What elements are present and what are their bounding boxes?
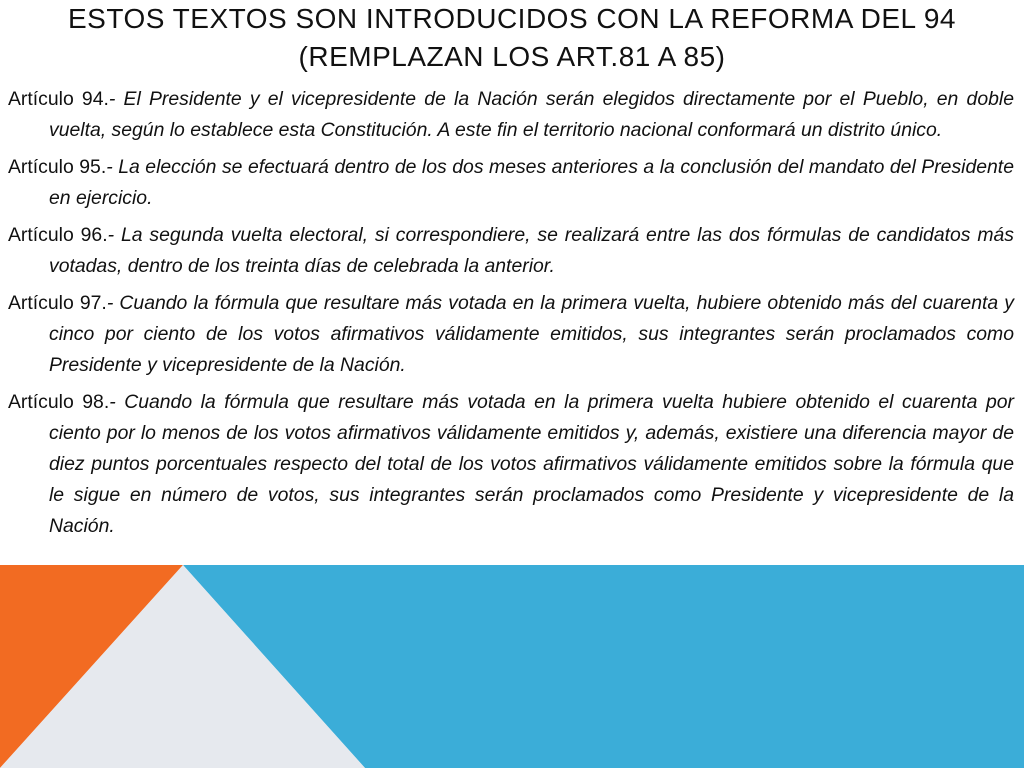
article-label: Artículo 97. [8, 292, 107, 314]
articles-list [8, 84, 1014, 548]
article-94 [8, 84, 1014, 146]
title-line-2: (REMPLAZAN LOS ART.81 A 85) [298, 41, 726, 72]
article-label: Artículo 95. [8, 156, 107, 178]
article-label: Artículo 94. [8, 88, 109, 110]
article-96 [8, 220, 1014, 282]
article-text: - La segunda vuelta electoral, si correspondiere, se realizará entre las dos fórmulas de candidatos más votadas, dentro de los treinta días de celebrada la anterior. [49, 224, 1014, 277]
article-text: - Cuando la fórmula que resultare más votada en la primera vuelta hubiere obtenido el cuarenta por ciento por lo menos de los votos afirmativos válidamente emitidos y, además, existiere una diferencia mayor de diez puntos porcentuales respecto del total de los votos afirmativos válidamente emitidos sobre la fórmula que le sigue en número de votos, sus integrantes serán proclamados como Presidente y vicepresidente de la Nación. [49, 391, 1014, 537]
article-text: - El Presidente y el vicepresidente de la Nación serán elegidos directamente por el Pueblo, en doble vuelta, según lo establece esta Constitución. A este fin el territorio nacional conformará un distrito único. [49, 88, 1014, 141]
slide-title [0, 0, 1024, 76]
article-98 [8, 387, 1014, 542]
article-label: Artículo 96. [8, 224, 108, 246]
article-label: Artículo 98. [8, 391, 110, 413]
article-text: - Cuando la fórmula que resultare más votada en la primera vuelta, hubiere obtenido más del cuarenta y cinco por ciento de los votos afirmativos válidamente emitidos, sus integrantes serán proclamados como Presidente y vicepresidente de la Nación. [49, 292, 1014, 376]
article-97 [8, 288, 1014, 381]
article-text: - La elección se efectuará dentro de los dos meses anteriores a la conclusión del mandato del Presidente en ejercicio. [49, 156, 1014, 209]
title-line-1: ESTOS TEXTOS SON INTRODUCIDOS CON LA REFORMA DEL 94 [68, 3, 956, 34]
article-95 [8, 152, 1014, 214]
